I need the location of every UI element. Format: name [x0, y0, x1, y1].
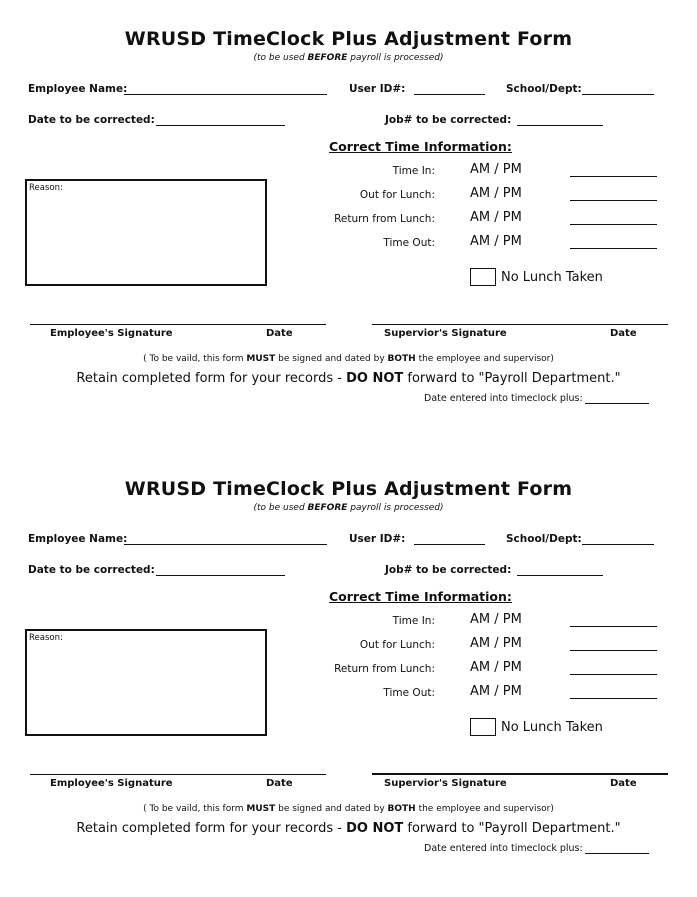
- no-lunch-label: No Lunch Taken: [501, 720, 603, 735]
- school-dept-field[interactable]: [582, 544, 654, 545]
- user-id-label: User ID#:: [349, 533, 406, 545]
- user-id-field[interactable]: [414, 94, 485, 95]
- date-corrected-label: Date to be corrected:: [28, 564, 155, 576]
- out-lunch-label: Out for Lunch:: [359, 189, 435, 201]
- school-dept-field[interactable]: [582, 94, 654, 95]
- employee-signature-line[interactable]: [30, 774, 326, 775]
- no-lunch-checkbox[interactable]: [470, 718, 496, 736]
- date-corrected-field[interactable]: [156, 575, 285, 576]
- supervisor-date-label: Date: [610, 778, 637, 789]
- correct-time-heading: Correct Time Information:: [329, 589, 512, 604]
- reason-label: Reason:: [29, 183, 63, 193]
- adjustment-form-1: [0, 0, 697, 440]
- return-lunch-ampm[interactable]: AM / PM: [470, 660, 522, 675]
- supervisor-signature-line[interactable]: [372, 324, 668, 325]
- time-out-ampm[interactable]: AM / PM: [470, 684, 522, 699]
- return-lunch-field[interactable]: [570, 674, 657, 675]
- form-subtitle: (to be used BEFORE payroll is processed): [253, 503, 444, 513]
- time-in-label: Time In:: [392, 615, 435, 627]
- form-title: WRUSD TimeClock Plus Adjustment Form: [124, 28, 573, 50]
- time-in-ampm[interactable]: AM / PM: [470, 162, 522, 177]
- out-lunch-label: Out for Lunch:: [359, 639, 435, 651]
- employee-signature-label: Employee's Signature: [50, 778, 173, 789]
- user-id-label: User ID#:: [349, 83, 406, 95]
- reason-box[interactable]: [25, 179, 267, 286]
- employee-signature-line[interactable]: [30, 324, 326, 325]
- time-out-field[interactable]: [570, 248, 657, 249]
- out-lunch-ampm[interactable]: AM / PM: [470, 636, 522, 651]
- supervisor-signature-line[interactable]: [372, 773, 668, 775]
- supervisor-signature-label: Supervior's Signature: [384, 328, 507, 339]
- no-lunch-checkbox[interactable]: [470, 268, 496, 286]
- job-corrected-field[interactable]: [517, 125, 603, 126]
- employee-name-label: Employee Name:: [28, 83, 128, 95]
- time-in-field[interactable]: [570, 626, 657, 627]
- return-lunch-label: Return from Lunch:: [334, 663, 435, 675]
- return-lunch-ampm[interactable]: AM / PM: [470, 210, 522, 225]
- time-out-field[interactable]: [570, 698, 657, 699]
- supervisor-signature-label: Supervior's Signature: [384, 778, 507, 789]
- school-dept-label: School/Dept:: [506, 83, 582, 95]
- employee-signature-label: Employee's Signature: [50, 328, 173, 339]
- date-entered-field[interactable]: [585, 853, 649, 854]
- time-out-label: Time Out:: [383, 687, 435, 699]
- time-in-field[interactable]: [570, 176, 657, 177]
- job-corrected-label: Job# to be corrected:: [385, 114, 512, 126]
- date-corrected-field[interactable]: [156, 125, 285, 126]
- school-dept-label: School/Dept:: [506, 533, 582, 545]
- form-title: WRUSD TimeClock Plus Adjustment Form: [124, 478, 573, 500]
- time-out-ampm[interactable]: AM / PM: [470, 234, 522, 249]
- validity-note: ( To be vaild, this form MUST be signed and dated by BOTH the employee and supervisor): [143, 804, 554, 814]
- supervisor-date-label: Date: [610, 328, 637, 339]
- out-lunch-field[interactable]: [570, 200, 657, 201]
- date-entered-label: Date entered into timeclock plus:: [424, 393, 583, 404]
- date-entered-field[interactable]: [585, 403, 649, 404]
- job-corrected-label: Job# to be corrected:: [385, 564, 512, 576]
- time-in-ampm[interactable]: AM / PM: [470, 612, 522, 627]
- no-lunch-label: No Lunch Taken: [501, 270, 603, 285]
- time-in-label: Time In:: [392, 165, 435, 177]
- job-corrected-field[interactable]: [517, 575, 603, 576]
- adjustment-form-2: [0, 450, 697, 890]
- out-lunch-field[interactable]: [570, 650, 657, 651]
- reason-box[interactable]: [25, 629, 267, 736]
- correct-time-heading: Correct Time Information:: [329, 139, 512, 154]
- employee-name-label: Employee Name:: [28, 533, 128, 545]
- validity-note: ( To be vaild, this form MUST be signed and dated by BOTH the employee and supervisor): [143, 354, 554, 364]
- date-entered-label: Date entered into timeclock plus:: [424, 843, 583, 854]
- employee-date-label: Date: [266, 778, 293, 789]
- time-out-label: Time Out:: [383, 237, 435, 249]
- employee-name-field[interactable]: [124, 544, 327, 545]
- retain-note: Retain completed form for your records - DO NOT forward to "Payroll Department.": [76, 821, 621, 836]
- return-lunch-field[interactable]: [570, 224, 657, 225]
- return-lunch-label: Return from Lunch:: [334, 213, 435, 225]
- reason-label: Reason:: [29, 633, 63, 643]
- retain-note: Retain completed form for your records - DO NOT forward to "Payroll Department.": [76, 371, 621, 386]
- out-lunch-ampm[interactable]: AM / PM: [470, 186, 522, 201]
- date-corrected-label: Date to be corrected:: [28, 114, 155, 126]
- employee-name-field[interactable]: [124, 94, 327, 95]
- employee-date-label: Date: [266, 328, 293, 339]
- user-id-field[interactable]: [414, 544, 485, 545]
- form-subtitle: (to be used BEFORE payroll is processed): [253, 53, 444, 63]
